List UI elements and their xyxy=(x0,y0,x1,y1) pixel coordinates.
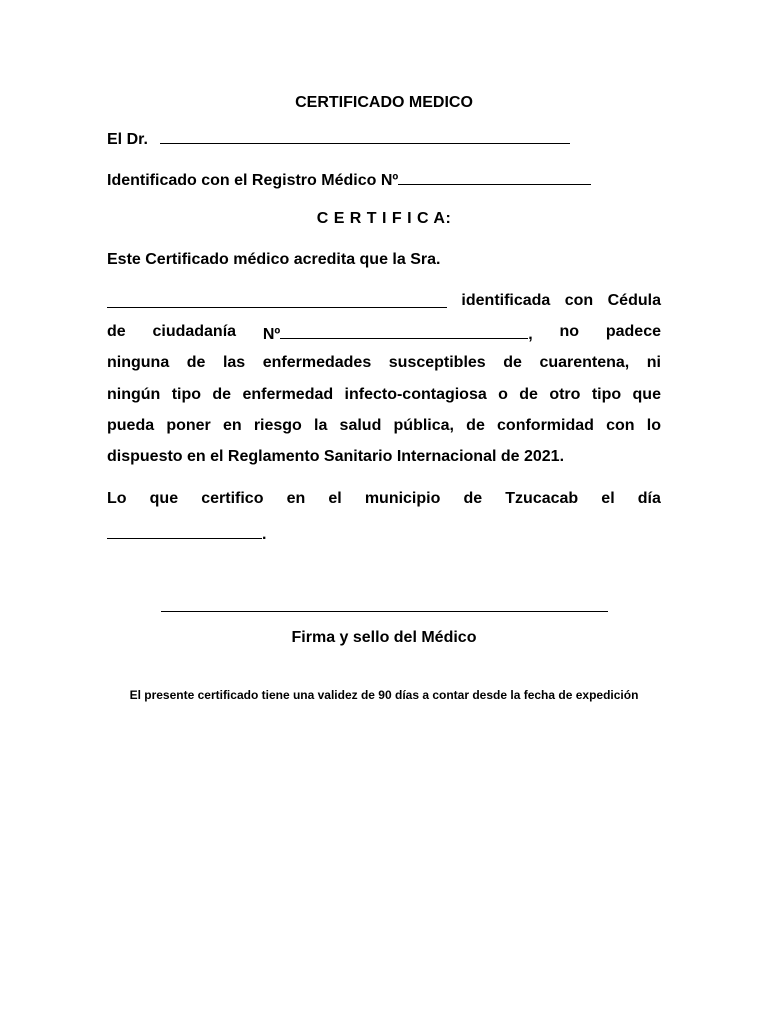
body-word: infecto-contagiosa xyxy=(344,386,487,403)
body-line-5 xyxy=(107,416,661,436)
body-word: que xyxy=(632,386,661,403)
body-word: conformidad xyxy=(497,417,594,434)
closing-word: Lo xyxy=(107,490,127,507)
body-word: enfermedad xyxy=(242,386,334,403)
body-word: con xyxy=(606,417,635,434)
body-word: cuarentena, xyxy=(539,354,630,371)
body-word: pública, xyxy=(393,417,454,434)
validity-note: El presente certificado tiene una validez de 90 días a contar desde la fecha de expedición xyxy=(129,688,639,702)
body-word: ciudadanía xyxy=(152,323,237,340)
body-word: la xyxy=(314,417,328,434)
body-word: pueda xyxy=(107,417,155,434)
body-word: otro xyxy=(549,386,581,403)
registro-line xyxy=(107,168,591,191)
body-word: con xyxy=(564,292,594,309)
cedula-number-blank xyxy=(280,322,528,339)
body-word: de xyxy=(503,354,522,371)
cedula-group xyxy=(263,322,533,345)
body-word: riesgo xyxy=(253,417,302,434)
body-line-2 xyxy=(107,322,661,345)
body-line-6: dispuesto en el Reglamento Sanitario Internacional de 2021. xyxy=(107,448,565,465)
body-line-1 xyxy=(107,291,661,311)
closing-word: municipio xyxy=(364,490,441,507)
body-word: lo xyxy=(646,417,661,434)
body-word: tipo xyxy=(171,386,202,403)
intro-line: Este Certificado médico acredita que la Sra. xyxy=(107,251,441,268)
body-word: de xyxy=(186,354,206,371)
body-word: de xyxy=(519,386,538,403)
body-word: en xyxy=(222,417,242,434)
body-word: de xyxy=(107,323,126,340)
closing-word: en xyxy=(286,490,306,507)
body-line-3 xyxy=(107,353,661,373)
body-word: ningún xyxy=(107,386,161,403)
closing-word: día xyxy=(637,490,661,507)
date-period: . xyxy=(262,526,267,543)
body-word: las xyxy=(222,354,246,371)
doctor-line xyxy=(107,127,570,150)
body-word: no xyxy=(559,323,580,340)
body-word: enfermedades xyxy=(262,354,372,371)
signature-line xyxy=(161,611,608,612)
body-word: identificada xyxy=(461,292,551,309)
date-line xyxy=(107,522,266,545)
body-word: padece xyxy=(605,323,661,340)
body-word: Nº xyxy=(262,326,281,343)
closing-word: que xyxy=(149,490,179,507)
body-word: Cédula xyxy=(607,292,661,309)
body-word: de xyxy=(466,417,485,434)
closing-word: de xyxy=(463,490,483,507)
doctor-name-blank xyxy=(160,127,570,144)
body-word: o xyxy=(498,386,508,403)
registro-number-blank xyxy=(398,168,591,185)
certifica-heading: C E R T I F I C A: xyxy=(316,210,452,227)
closing-word: Tzucacab xyxy=(505,490,579,507)
closing-word: el xyxy=(328,490,342,507)
body-word: , xyxy=(528,326,533,343)
date-blank xyxy=(107,522,262,539)
body-word: tipo xyxy=(591,386,622,403)
closing-word: el xyxy=(601,490,615,507)
body-word: salud xyxy=(339,417,382,434)
document-title: CERTIFICADO MEDICO xyxy=(295,94,473,111)
doctor-label: El Dr. xyxy=(107,131,148,148)
body-word: ninguna xyxy=(107,354,170,371)
body-word: susceptibles xyxy=(388,354,486,371)
body-line-4 xyxy=(107,385,661,405)
signature-caption: Firma y sello del Médico xyxy=(291,629,477,646)
body-word: poner xyxy=(166,417,211,434)
patient-name-blank xyxy=(107,291,447,308)
closing-word: certifico xyxy=(201,490,264,507)
closing-line xyxy=(107,489,661,509)
registro-label: Identificado con el Registro Médico Nº xyxy=(107,172,399,189)
body-word: ni xyxy=(646,354,661,371)
body-word: de xyxy=(212,386,232,403)
